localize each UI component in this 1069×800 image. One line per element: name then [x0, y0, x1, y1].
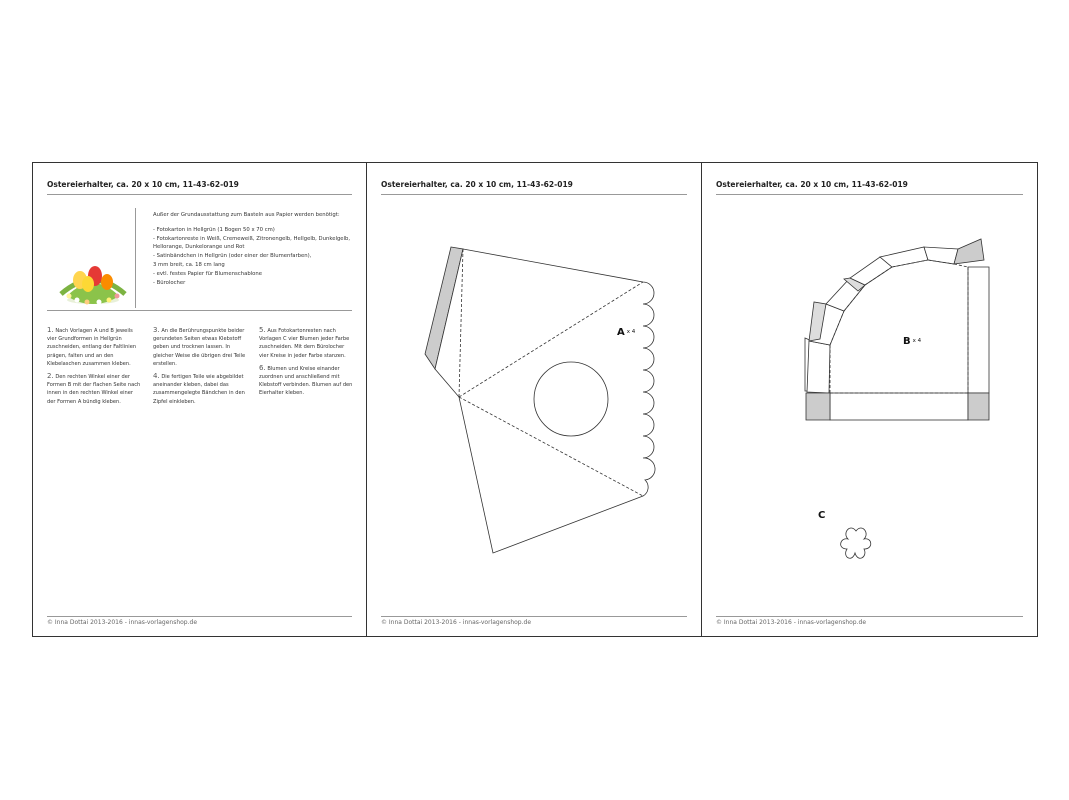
flower-c-shape-icon [841, 528, 871, 558]
pattern-b-shape-icon [702, 163, 1037, 638]
page-pattern-b-c [702, 163, 1037, 636]
materials-intro: Außer der Grundausstattung zum Basteln aus Papier werden benötigt: [153, 212, 340, 218]
pattern-a-label: Ax 4 [617, 327, 636, 338]
product-photo [47, 208, 136, 308]
egg-holder-photo-icon [47, 208, 135, 308]
page-instructions [33, 163, 367, 636]
material-item: - Satinbändchen in Hellgrün (oder einer der Blumenfarben), [153, 253, 312, 260]
title-divider [47, 194, 352, 195]
section-divider [47, 310, 352, 311]
material-item: 3 mm breit, ca. 18 cm lang [153, 261, 225, 268]
footer-divider [381, 616, 687, 617]
materials-list [153, 211, 358, 287]
template-sheet-strip [32, 162, 1038, 637]
page-footer: © Inna Dottai 2013-2016 - innas-vorlagenshop.de [716, 619, 867, 626]
page-footer: © Inna Dottai 2013-2016 - innas-vorlagenshop.de [381, 619, 532, 626]
page-title: Ostereierhalter, ca. 20 x 10 cm, 11-43-62-019 [716, 180, 908, 189]
material-item: - Fotokartonreste in Weiß, Cremeweiß, Zitronengelb, Hellgelb, Dunkelgelb, [153, 235, 351, 242]
material-item: - Fotokarton in Hellgrün (1 Bogen 50 x 70 cm) [153, 226, 275, 233]
pattern-c-label: C [818, 510, 826, 521]
material-item: - Bürolocher [153, 279, 186, 286]
pattern-b-label: Bx 4 [903, 336, 922, 347]
step-3: 3. An die Berührungspunkte beider gerundeten Seiten etwas Klebstoff geben und trocknen lassen. In gleicher Weise die übrigen drei Teile erstellen. [153, 326, 246, 367]
step-5: 5. Aus Fotokartonresten nach Vorlagen C vier Blumen jeder Farbe zuschneiden. Mit dem Bürolocher vier Kreise in jeder Farbe stanzen. [259, 326, 350, 359]
footer-divider [47, 616, 352, 617]
footer-divider [716, 616, 1023, 617]
page-title: Ostereierhalter, ca. 20 x 10 cm, 11-43-62-019 [381, 180, 573, 189]
page-pattern-a [367, 163, 702, 636]
page-footer: © Inna Dottai 2013-2016 - innas-vorlagenshop.de [47, 619, 198, 626]
step-4: 4. Die fertigen Teile wie abgebildet aneinander kleben, dabei das zusammengelegte Bändchen in den Zipfel einkleben. [153, 372, 245, 405]
material-item: - evtl. festes Papier für Blumenschablone [153, 270, 263, 277]
page-title: Ostereierhalter, ca. 20 x 10 cm, 11-43-62-019 [47, 180, 239, 189]
pattern-a-shape-icon [367, 163, 702, 638]
step-6: 6. Blumen und Kreise einander zuordnen und anschließend mit Klebstoff verbinden. Blumen auf den Eierhalter kleben. [259, 363, 353, 397]
material-item: Hellorange, Dunkelorange und Rot [153, 244, 245, 251]
step-1: 1. Nach Vorlagen A und B jeweils vier Grundformen in Hellgrün zuschneiden, entlang der Faltlinien prägen, falten und an den Klebelaschen zusammen kleben. [47, 326, 137, 367]
step-2: 2. Den rechten Winkel einer der Formen B mit der flachen Seite nach innen in den rechten Winkel einer der Formen A bündig kleben. [47, 372, 141, 405]
